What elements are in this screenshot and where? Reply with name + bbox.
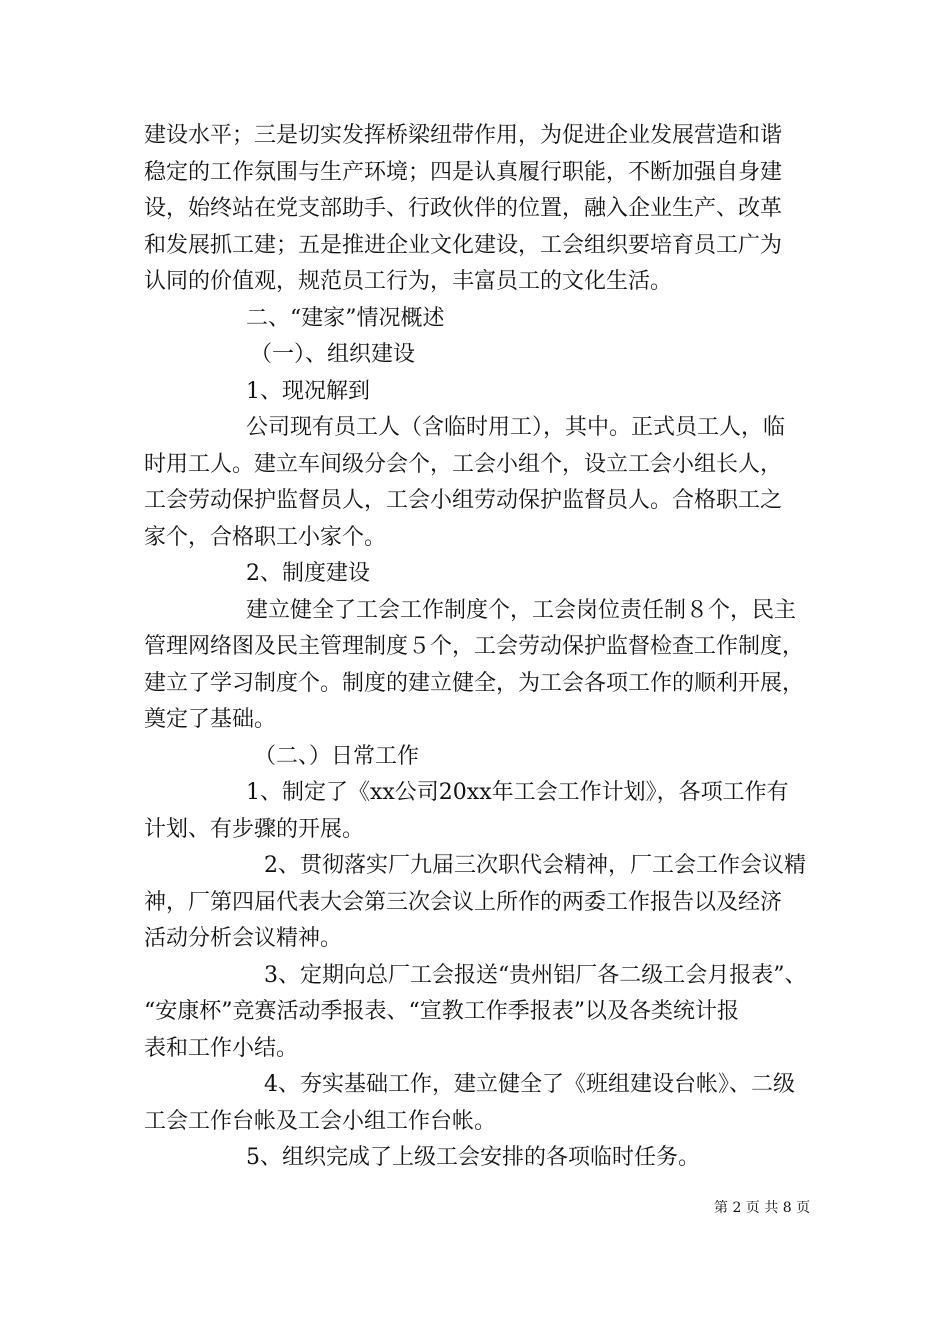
text-line: 3、定期向总厂工会报送“贵州铝厂各二级工会月报表”、 (264, 962, 807, 988)
text-line: 管理网络图及民主管理制度５个，工会劳动保护监督检查工作制度， (144, 634, 805, 659)
subsection-heading: （二、）日常工作 (254, 743, 420, 769)
text-line: 建立健全了工会工作制度个，工会岗位责任制８个，民主 (246, 597, 797, 623)
text-line: 奠定了基础。 (144, 707, 277, 732)
text-line: “安康杯”竞赛活动季报表、“宣教工作季报表”以及各类统计报 (144, 999, 739, 1024)
text-line: 家个，合格职工小家个。 (144, 524, 387, 550)
text-line: 稳定的工作氛围与生产环境；四是认真履行职能，不断加强自身建 (144, 159, 783, 185)
item-heading: 1、现况解到 (246, 378, 370, 404)
text-line: 计划、有步骤的开展。 (144, 816, 365, 842)
text-line: 工会工作台帐及工会小组工作台帐。 (144, 1108, 497, 1134)
subsection-heading: （一）、组织建设 (250, 342, 416, 367)
text-line: 4、夯实基础工作，建立健全了《班组建设台帐》、二级 (264, 1072, 795, 1097)
text-line: 5、组织完成了上级工会安排的各项临时任务。 (246, 1145, 700, 1170)
text-line: 1、制定了《xx公司20xx年工会工作计划》，各项工作有 (246, 780, 789, 805)
text-line: 建立了学习制度个。制度的建立健全，为工会各项工作的顺利开展， (144, 670, 805, 696)
text-line: 时用工人。建立车间级分会个，工会小组个，设立工会小组长人， (144, 451, 783, 477)
text-line: 神，厂第四届代表大会第三次会议上所作的两委工作报告以及经济 (144, 889, 783, 915)
text-line: 和发展抓工建；五是推进企业文化建设，工会组织要培育员工广为 (144, 232, 783, 258)
document-body (144, 118, 814, 1177)
text-line: 2、贯彻落实厂九届三次职代会精神，厂工会工作会议精 (264, 853, 806, 878)
item-heading: 2、制度建设 (246, 561, 370, 586)
text-line: 工会劳动保护监督员人，工会小组劳动保护监督员人。合格职工之 (144, 488, 783, 513)
text-line: 设，始终站在党支部助手、行政伙伴的位置，融入企业生产、改革 (144, 196, 783, 221)
text-line: 公司现有员工人（含临时用工），其中。正式员工人，临 (246, 415, 786, 440)
section-heading: 二、“建家”情况概述 (246, 305, 445, 331)
text-line: 表和工作小结。 (144, 1035, 299, 1061)
page-number: 第 2 页 共 8 页 (714, 1200, 811, 1216)
text-line: 活动分析会议精神。 (144, 926, 343, 951)
text-line: 认同的价值观，规范员工行为，丰富员工的文化生活。 (144, 269, 673, 294)
text-line: 建设水平；三是切实发挥桥梁纽带作用，为促进企业发展营造和谐 (144, 123, 783, 148)
